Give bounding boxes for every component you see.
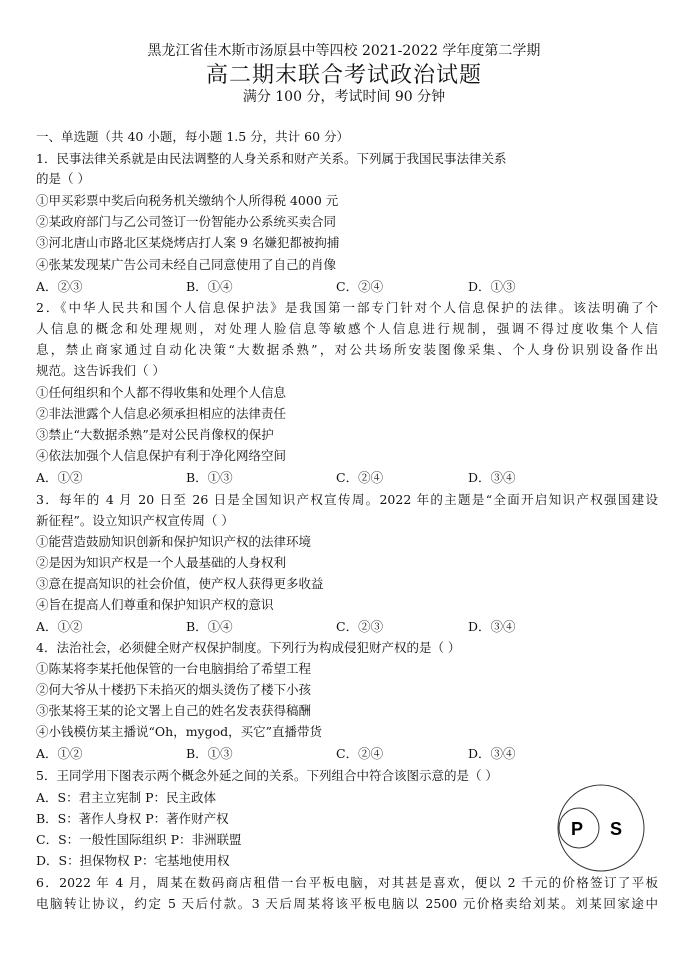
q1-stem-line1: 1．民事法律关系就是由民法调整的人身关系和财产关系。下列属于我国民事法律关系: [36, 151, 507, 166]
q3-item-2: ②是因为知识产权是一个人最基础的人身权利: [36, 555, 287, 570]
q2-item-2: ②非法泄露个人信息必须承担相应的法律责任: [36, 406, 287, 421]
concept-venn-diagram: [555, 782, 647, 874]
q2-option-c: C．②④: [336, 470, 384, 485]
q4-option-b: B．①③: [186, 746, 233, 761]
q3-item-3: ③意在提高知识的社会价值，使产权人获得更多收益: [36, 576, 324, 591]
q2-item-3: ③禁止“大数据杀熟”是对公民肖像权的保护: [36, 427, 274, 442]
q3-option-d: D．③④: [468, 619, 516, 634]
q4-item-1: ①陈某将李某托他保管的一台电脑捐给了希望工程: [36, 661, 312, 676]
venn-label-s: S: [609, 819, 623, 839]
q1-option-d: D．①③: [468, 279, 516, 294]
q1-item-2: ②某政府部门与乙公司签订一份智能办公系统买卖合同: [36, 214, 337, 229]
q2-stem-line2: 人信息的概念和处理规则，对处理人脸信息等敏感个人信息进行规制，强调不得过度收集个人信: [36, 321, 658, 336]
q2-item-4: ④依法加强个人信息保护有利于净化网络空间: [36, 448, 287, 463]
q3-option-b: B．①④: [186, 619, 233, 634]
q2-stem-line3: 息，禁止商家通过自动化决策“大数据杀熟”，对公共场所安装图像采集、个人身份识别设备作出: [36, 342, 658, 357]
q5-option-d: D．S：担保物权 P：宅基地使用权: [36, 853, 230, 868]
q3-stem-line1: 3．每年的 4 月 20 日至 26 日是全国知识产权宣传周。2022 年的主题是“全面开启知识产权强国建设: [36, 492, 658, 507]
q4-item-2: ②何大爷从十楼扔下未掐灭的烟头烫伤了楼下小孩: [36, 682, 312, 697]
q3-stem-line2: 新征程”。设立知识产权宣传周（ ）: [36, 513, 234, 528]
q2-item-1: ①任何组织和个人都不得收集和处理个人信息: [36, 385, 287, 400]
q2-option-b: B．①③: [186, 470, 233, 485]
q2-stem-line1: 2．《中华人民共和国个人信息保护法》是我国第一部专门针对个人信息保护的法律。该法明确了个: [36, 300, 658, 315]
q1-option-b: B．①④: [186, 279, 233, 294]
q1-option-c: C．②④: [336, 279, 384, 294]
q4-option-c: C．②④: [336, 746, 384, 761]
q4-option-d: D．③④: [468, 746, 516, 761]
exam-school-line: 黑龙江省佳木斯市汤原县中等四校 2021-2022 学年度第二学期: [147, 43, 541, 59]
q3-option-a: A．①②: [36, 619, 83, 634]
q2-option-d: D．③④: [468, 470, 516, 485]
q1-item-1: ①甲买彩票中奖后向税务机关缴纳个人所得税 4000 元: [36, 193, 339, 208]
exam-subtitle: 满分 100 分，考试时间 90 分钟: [242, 89, 446, 105]
q4-item-4: ④小钱模仿某主播说“Oh，mygod，买它”直播带货: [36, 724, 323, 739]
q5-stem-line1: 5．王同学用下图表示两个概念外延之间的关系。下列组合中符合该图示意的是（ ）: [36, 768, 498, 783]
q1-item-4: ④张某发现某广告公司未经自己同意使用了自己的肖像: [36, 257, 337, 272]
q1-stem-line2: 的是（ ）: [36, 171, 90, 186]
q5-option-a: A．S：君主立宪制 P：民主政体: [36, 790, 216, 805]
q1-item-3: ③河北唐山市路北区某烧烤店打人案 9 名嫌犯都被拘捕: [36, 235, 340, 250]
q2-option-a: A．①②: [36, 470, 83, 485]
q6-stem-line2: 电脑转让协议，约定 5 天后付款。3 天后周某将该平板电脑以 2500 元价格卖给刘某。刘某回家途中: [36, 896, 658, 911]
q4-option-a: A．①②: [36, 746, 83, 761]
q6-stem-line1: 6．2022 年 4 月，周某在数码商店租借一台平板电脑，对其甚是喜欢，便以 2 千元的价格签订了平板: [36, 875, 658, 890]
q1-option-a: A．②③: [36, 279, 83, 294]
q5-option-b: B．S：著作人身权 P：著作财产权: [36, 811, 229, 826]
q3-item-4: ④旨在提高人们尊重和保护知识产权的意识: [36, 597, 274, 612]
venn-label-p: P: [570, 819, 584, 839]
q4-stem-line1: 4．法治社会，必须健全财产权保护制度。下列行为构成侵犯财产权的是（ ）: [36, 640, 461, 655]
q5-option-c: C．S：一般性国际组织 P：非洲联盟: [36, 832, 242, 847]
exam-title: 高二期末联合考试政治试题: [205, 63, 482, 88]
q4-item-3: ③张某将王某的论文署上自己的姓名发表获得稿酬: [36, 703, 312, 718]
q2-stem-line4: 规范。这告诉我们（ ）: [36, 363, 165, 378]
q3-item-1: ①能营造鼓励知识创新和保护知识产权的法律环境: [36, 534, 312, 549]
q3-option-c: C．②③: [336, 619, 384, 634]
section-heading: 一、单选题（共 40 小题，每小题 1.5 分，共计 60 分）: [36, 129, 350, 144]
